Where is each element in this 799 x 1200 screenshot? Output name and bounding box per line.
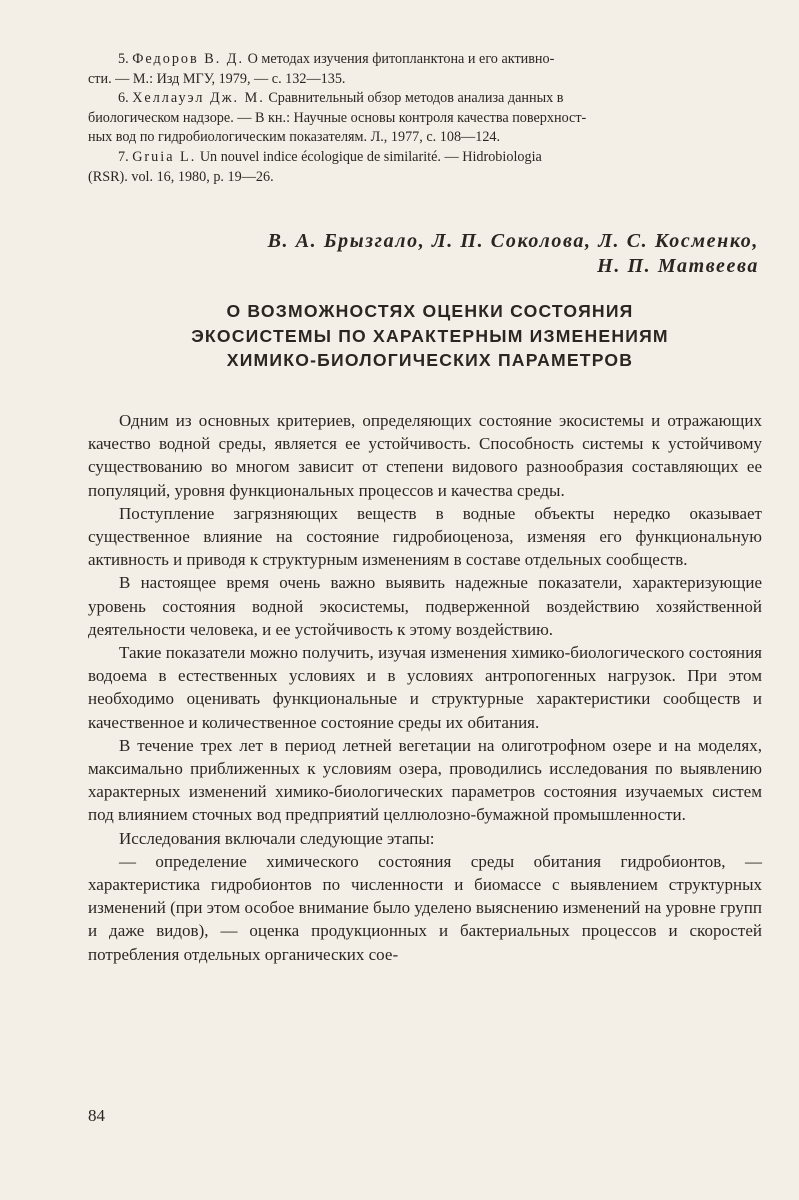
body-paragraph: Исследования включали следующие этапы: [119,828,435,848]
body-paragraph: В течение трех лет в период летней вегетации на олиготрофном озере и на моделях, максимально приближенных к условиям озера, проводились исследования по выявлению характерных изменений химико-биологических параметров состояния изучаемых систем под влиянием сточных вод предприятий целлюлозно-бумажной промышленности. [88,735,762,825]
body-paragraph: Такие показатели можно получить, изучая изменения химико-биологического состояния водоема в естественных условиях и в условиях антропогенных нагрузок. При этом необходимо оценивать функциональные и структурные характеристики сообществ и качественное и количественное состояние среды их обитания. [88,643,762,732]
reference-item: 6. Хеллауэл Дж. М. Сравнительный обзор методов анализа данных в биологическом надзоре. — В кн.: Научные основы контроля качества поверхност- ных вод по гидробиологическим показателям. Л., 1977, с. 108—124. [88,90,587,146]
body-paragraph: В настоящее время очень важно выявить надежные показатели, характеризующие уровень состояния водной экосистемы, подверженной воздействию хозяйственной деятельности человека, и ее устойчивость к этому воздействию. [88,573,762,639]
reference-item: 5. Федоров В. Д. О методах изучения фитопланктона и его активно- сти. — М.: Изд МГУ, 1979, — с. 132—135. [88,51,555,87]
reference-author: Gruia L. [132,148,197,165]
reference-author: Хеллауэл Дж. М. [132,90,265,107]
body-paragraph: Поступление загрязняющих веществ в водные объекты нередко оказывает существенное влияние на состояние гидробиоценоза, изменяя его функциональную активность и приводя к структурным изменениям в составе отдельных сообществ. [88,503,762,570]
reference-item: 7. Gruia L. Un nouvel indice écologique de similarité. — Hidrobiologia (RSR). vol. 16, 1980, p. 19—26. [88,148,542,185]
body-paragraph: Одним из основных критериев, определяющих состояние экосистемы и отражающих качество водной среды, является ее устойчивость. Способность системы к устойчивому существованию во многом зависит от степени видового разнообразия составляющих ее популяций, уровня функциональных процессов и качества среды. [88,411,762,500]
reference-author: Федоров В. Д. [132,51,245,67]
body-paragraph: — определение химического состояния среды обитания гидробионтов, — характеристика гидробионтов по численности и биомассе с выявлением структурных изменений (при этом особое внимание было уделено выяснению изменений на уровне групп и даже видов), — оценка продукционных и бактериальных процессов и скоростей потребления отдельных органических сое- [88,851,762,964]
article-body [88,409,762,966]
article-authors: В. А. Брызгало, Л. П. Соколова, Л. С. Косменко, Н. П. Матвеева [267,230,759,277]
reference-list [88,50,760,187]
article-title: О ВОЗМОЖНОСТЯХ ОЦЕНКИ СОСТОЯНИЯ ЭКОСИСТЕМЫ ПО ХАРАКТЕРНЫМ ИЗМЕНЕНИЯМ ХИМИКО-БИОЛОГИЧЕСКИХ ПАРАМЕТРОВ [191,301,669,370]
page-number: 84 [88,1106,105,1125]
